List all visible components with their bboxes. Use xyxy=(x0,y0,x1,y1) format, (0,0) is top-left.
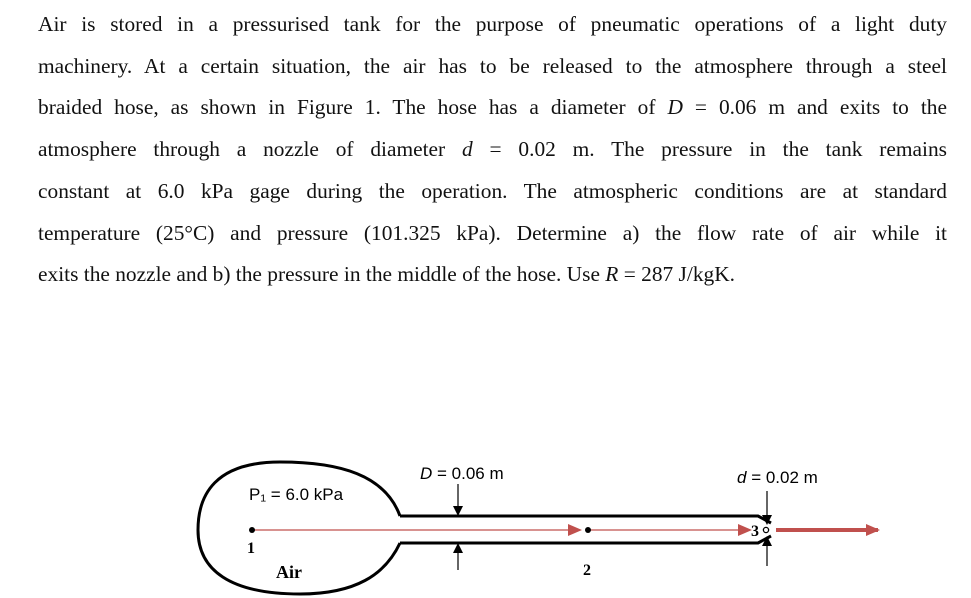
gas-constant-variable: R xyxy=(605,262,619,287)
tank-fluid-label: Air xyxy=(276,562,302,582)
tank-pressure-label: P₁ = 6.0 kPa xyxy=(249,485,344,504)
hose-diameter-symbol: D xyxy=(420,464,433,483)
problem-text-fragment: atmosphere through a nozzle of diameter xyxy=(38,137,462,162)
problem-line-2: machinery. At a certain situation, the air has to be released to the atmosphere through a steel xyxy=(38,53,947,78)
nozzle-diameter-symbol: d xyxy=(737,468,747,487)
point-1-label: 1 xyxy=(247,540,255,557)
point-2-label: 2 xyxy=(583,562,591,579)
point-1-marker xyxy=(249,527,255,533)
hose-diameter-variable: D xyxy=(667,95,683,120)
nozzle-diameter-label xyxy=(737,468,818,487)
problem-line-5: constant at 6.0 kPa gage during the operation. The atmospheric conditions are at standard xyxy=(38,178,947,203)
problem-line-6: temperature (25°C) and pressure (101.325 kPa). Determine a) the flow rate of air while it xyxy=(38,220,947,245)
point-3-marker xyxy=(763,527,768,532)
problem-text-fragment: = 287 J/kgK. xyxy=(618,262,736,287)
problem-text-fragment: = 0.02 m. The pressure in the tank remains xyxy=(472,137,947,162)
problem-line-1: Air is stored in a pressurised tank for the purpose of pneumatic operations of a light duty xyxy=(38,12,947,36)
hose-diameter-label xyxy=(420,464,504,483)
nozzle-diameter-variable: d xyxy=(462,137,473,162)
point-2-marker xyxy=(585,527,591,533)
nozzle-diameter-value: = 0.02 m xyxy=(746,468,818,487)
point-3-label: 3 xyxy=(751,523,759,540)
problem-text-fragment: braided hose, as shown in Figure 1. The hose has a diameter of xyxy=(38,95,668,120)
problem-text-fragment: = 0.06 m and exits to the xyxy=(682,95,947,120)
problem-text-fragment: exits the nozzle and b) the pressure in the middle of the hose. Use xyxy=(38,262,606,287)
hose-diameter-value: = 0.06 m xyxy=(432,464,504,483)
